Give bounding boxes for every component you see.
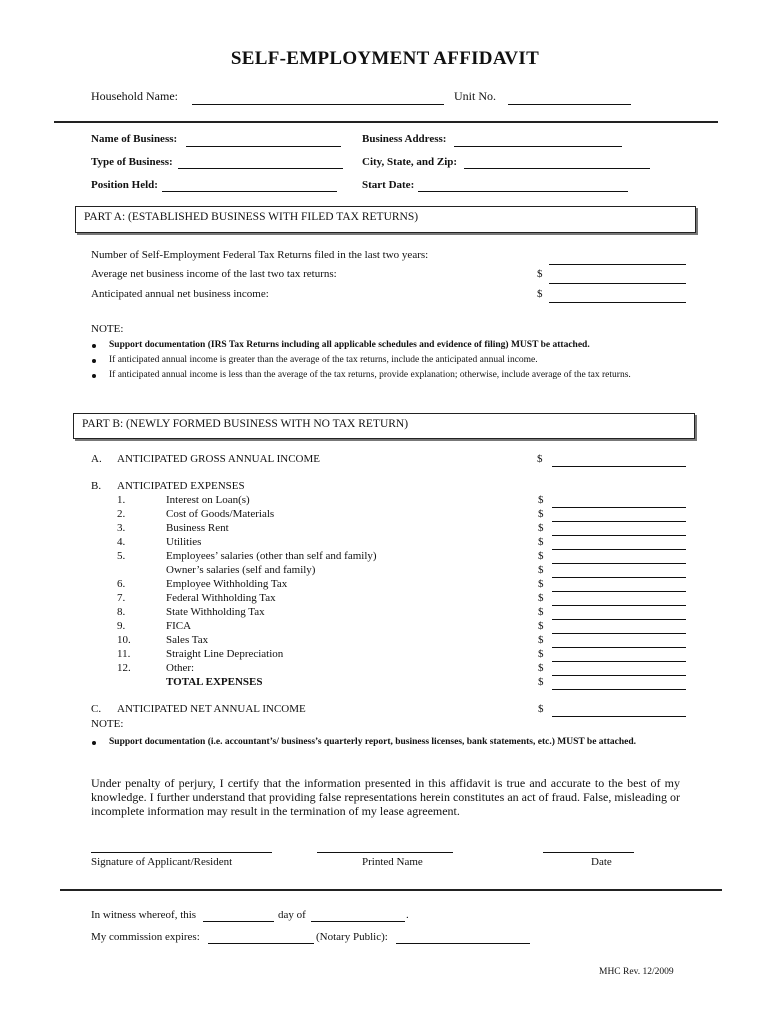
- currency-sign: $: [538, 494, 544, 506]
- expense-number: 6.: [117, 578, 126, 590]
- printed-name-label: Printed Name: [362, 856, 423, 868]
- part-b-c-letter: C.: [91, 703, 102, 715]
- expense-amount-field[interactable]: [552, 577, 686, 578]
- bullet-icon: [92, 359, 96, 363]
- part-a-note-2: If anticipated annual income is greater than the average of the tax returns, include the anticipated annual income.: [109, 355, 538, 365]
- part-a-heading: PART A: (ESTABLISHED BUSINESS WITH FILED TAX RETURNS): [84, 211, 419, 223]
- printed-name-field[interactable]: [317, 852, 453, 853]
- net-income-field[interactable]: [552, 716, 686, 717]
- expense-label: Business Rent: [166, 522, 229, 534]
- position-held-label: Position Held:: [91, 179, 158, 191]
- commission-expires-field[interactable]: [208, 943, 314, 944]
- expense-number: 2.: [117, 508, 126, 520]
- witness-day-field[interactable]: [203, 921, 274, 922]
- bullet-icon: [92, 374, 96, 378]
- start-date-field[interactable]: [418, 191, 628, 192]
- city-state-zip-field[interactable]: [464, 168, 650, 169]
- expense-amount-field[interactable]: [552, 675, 686, 676]
- start-date-label: Start Date:: [362, 179, 415, 191]
- bullet-icon: [92, 741, 96, 745]
- applicant-signature-field[interactable]: [91, 852, 272, 853]
- part-b-note: Support documentation (i.e. accountant’s/ business’s quarterly report, business licenses, bank statements, etc.) MUST be attached.: [109, 737, 636, 747]
- part-b-a-letter: A.: [91, 453, 102, 465]
- applicant-signature-label: Signature of Applicant/Resident: [91, 856, 233, 868]
- part-a-q2-label: Average net business income of the last two tax returns:: [91, 268, 337, 280]
- revision-label: MHC Rev. 12/2009: [599, 967, 674, 977]
- witness-month-field[interactable]: [311, 921, 405, 922]
- expense-label: Employee Withholding Tax: [166, 578, 288, 590]
- expense-label: Sales Tax: [166, 634, 209, 646]
- date-label: Date: [591, 856, 612, 868]
- witness-period: .: [406, 909, 409, 921]
- notary-divider: [60, 889, 722, 891]
- expense-label: State Withholding Tax: [166, 606, 265, 618]
- business-address-field[interactable]: [454, 146, 622, 147]
- expense-label: FICA: [166, 620, 192, 632]
- expense-label: Federal Withholding Tax: [166, 592, 276, 604]
- expense-label: Other:: [166, 662, 195, 674]
- currency-sign: $: [538, 578, 544, 590]
- expense-number: 11.: [117, 648, 131, 660]
- business-name-field[interactable]: [186, 146, 341, 147]
- currency-sign: $: [537, 268, 543, 280]
- part-a-note-3: If anticipated annual income is less than the average of the tax returns, provide explanation; otherwise, include average of the tax returns.: [109, 370, 631, 380]
- business-type-field[interactable]: [178, 168, 343, 169]
- position-held-field[interactable]: [162, 191, 337, 192]
- part-b-note-label: NOTE:: [91, 718, 124, 730]
- part-b-b-letter: B.: [91, 480, 102, 492]
- expense-label: Cost of Goods/Materials: [166, 508, 275, 520]
- expenses-label: ANTICIPATED EXPENSES: [117, 480, 245, 492]
- expense-number: 9.: [117, 620, 126, 632]
- notary-public-field[interactable]: [396, 943, 530, 944]
- header-divider: [54, 121, 718, 123]
- unit-no-label: Unit No.: [454, 89, 496, 103]
- city-state-zip-label: City, State, and Zip:: [362, 156, 458, 168]
- net-income-label: ANTICIPATED NET ANNUAL INCOME: [117, 703, 306, 715]
- expense-label: Employees’ salaries (other than self and family): [166, 550, 377, 562]
- expense-number: 8.: [117, 606, 126, 618]
- expense-amount-field[interactable]: [552, 605, 686, 606]
- date-field[interactable]: [543, 852, 634, 853]
- expense-number: 12.: [117, 662, 131, 674]
- business-address-label: Business Address:: [362, 133, 447, 145]
- expense-label: Interest on Loan(s): [166, 494, 250, 506]
- expense-number: 4.: [117, 536, 126, 548]
- expense-number: 5.: [117, 550, 126, 562]
- expense-amount-field[interactable]: [552, 507, 686, 508]
- household-name-field[interactable]: [192, 104, 444, 105]
- gross-income-field[interactable]: [552, 466, 686, 467]
- anticipated-net-income-field[interactable]: [549, 302, 686, 303]
- household-name-label: Household Name:: [91, 89, 178, 103]
- part-b-heading-box: [73, 413, 695, 439]
- part-a-heading-box: [75, 206, 696, 233]
- expense-number: 3.: [117, 522, 126, 534]
- currency-sign: $: [538, 620, 544, 632]
- business-type-label: Type of Business:: [91, 156, 173, 168]
- unit-no-field[interactable]: [508, 104, 631, 105]
- expense-amount-field[interactable]: [552, 619, 686, 620]
- average-net-income-field[interactable]: [549, 283, 686, 284]
- expense-amount-field[interactable]: [552, 563, 686, 564]
- currency-sign: $: [538, 550, 544, 562]
- part-a-q3-label: Anticipated annual net business income:: [91, 288, 269, 300]
- currency-sign: $: [538, 662, 544, 674]
- currency-sign: $: [537, 453, 543, 465]
- currency-sign: $: [538, 592, 544, 604]
- business-name-label: Name of Business:: [91, 133, 178, 145]
- page-title: SELF-EMPLOYMENT AFFIDAVIT: [230, 48, 540, 69]
- expense-amount-field[interactable]: [552, 647, 686, 648]
- bullet-icon: [92, 344, 96, 348]
- total-expenses-field[interactable]: [552, 689, 686, 690]
- currency-sign: $: [538, 536, 544, 548]
- currency-sign: $: [538, 648, 544, 660]
- expense-label: Utilities: [166, 536, 202, 548]
- expense-amount-field[interactable]: [552, 549, 686, 550]
- currency-sign: $: [537, 288, 543, 300]
- part-a-note-1: Support documentation (IRS Tax Returns including all applicable schedules and evidence of filing) MUST be attached.: [109, 340, 590, 350]
- part-b-heading: PART B: (NEWLY FORMED BUSINESS WITH NO TAX RETURN): [82, 418, 409, 430]
- expense-number: 10.: [117, 634, 131, 646]
- expense-number: 1.: [117, 494, 126, 506]
- currency-sign: $: [538, 606, 544, 618]
- witness-day-of: day of: [278, 909, 306, 921]
- commission-expires-label: My commission expires:: [91, 931, 200, 943]
- gross-income-label: ANTICIPATED GROSS ANNUAL INCOME: [117, 453, 321, 465]
- currency-sign: $: [538, 564, 544, 576]
- currency-sign: $: [538, 703, 544, 715]
- expense-amount-field[interactable]: [552, 591, 686, 592]
- expense-amount-field[interactable]: [552, 661, 686, 662]
- currency-sign: $: [538, 634, 544, 646]
- attestation-text: Under penalty of perjury, I certify that the information presented in this affidavit is true and accurate to the best of my knowledge. I further understand that providing false representations herein constitutes an act of fraud. False, misleading or incomplete information may result in the termination of my lease agreement.: [91, 776, 680, 818]
- expense-number: 7.: [117, 592, 126, 604]
- witness-prefix: In witness whereof, this: [91, 909, 197, 921]
- part-a-note-label: NOTE:: [91, 323, 124, 335]
- tax-returns-count-field[interactable]: [549, 264, 686, 265]
- total-expenses-label: TOTAL EXPENSES: [166, 676, 263, 688]
- currency-sign: $: [538, 508, 544, 520]
- notary-public-label: (Notary Public):: [316, 931, 388, 943]
- currency-sign: $: [538, 676, 544, 688]
- expense-label: Straight Line Depreciation: [166, 648, 284, 660]
- expense-label: Owner’s salaries (self and family): [166, 564, 316, 576]
- part-a-q1-label: Number of Self-Employment Federal Tax Returns filed in the last two years:: [91, 249, 429, 261]
- currency-sign: $: [538, 522, 544, 534]
- expense-amount-field[interactable]: [552, 633, 686, 634]
- expense-amount-field[interactable]: [552, 521, 686, 522]
- expense-amount-field[interactable]: [552, 535, 686, 536]
